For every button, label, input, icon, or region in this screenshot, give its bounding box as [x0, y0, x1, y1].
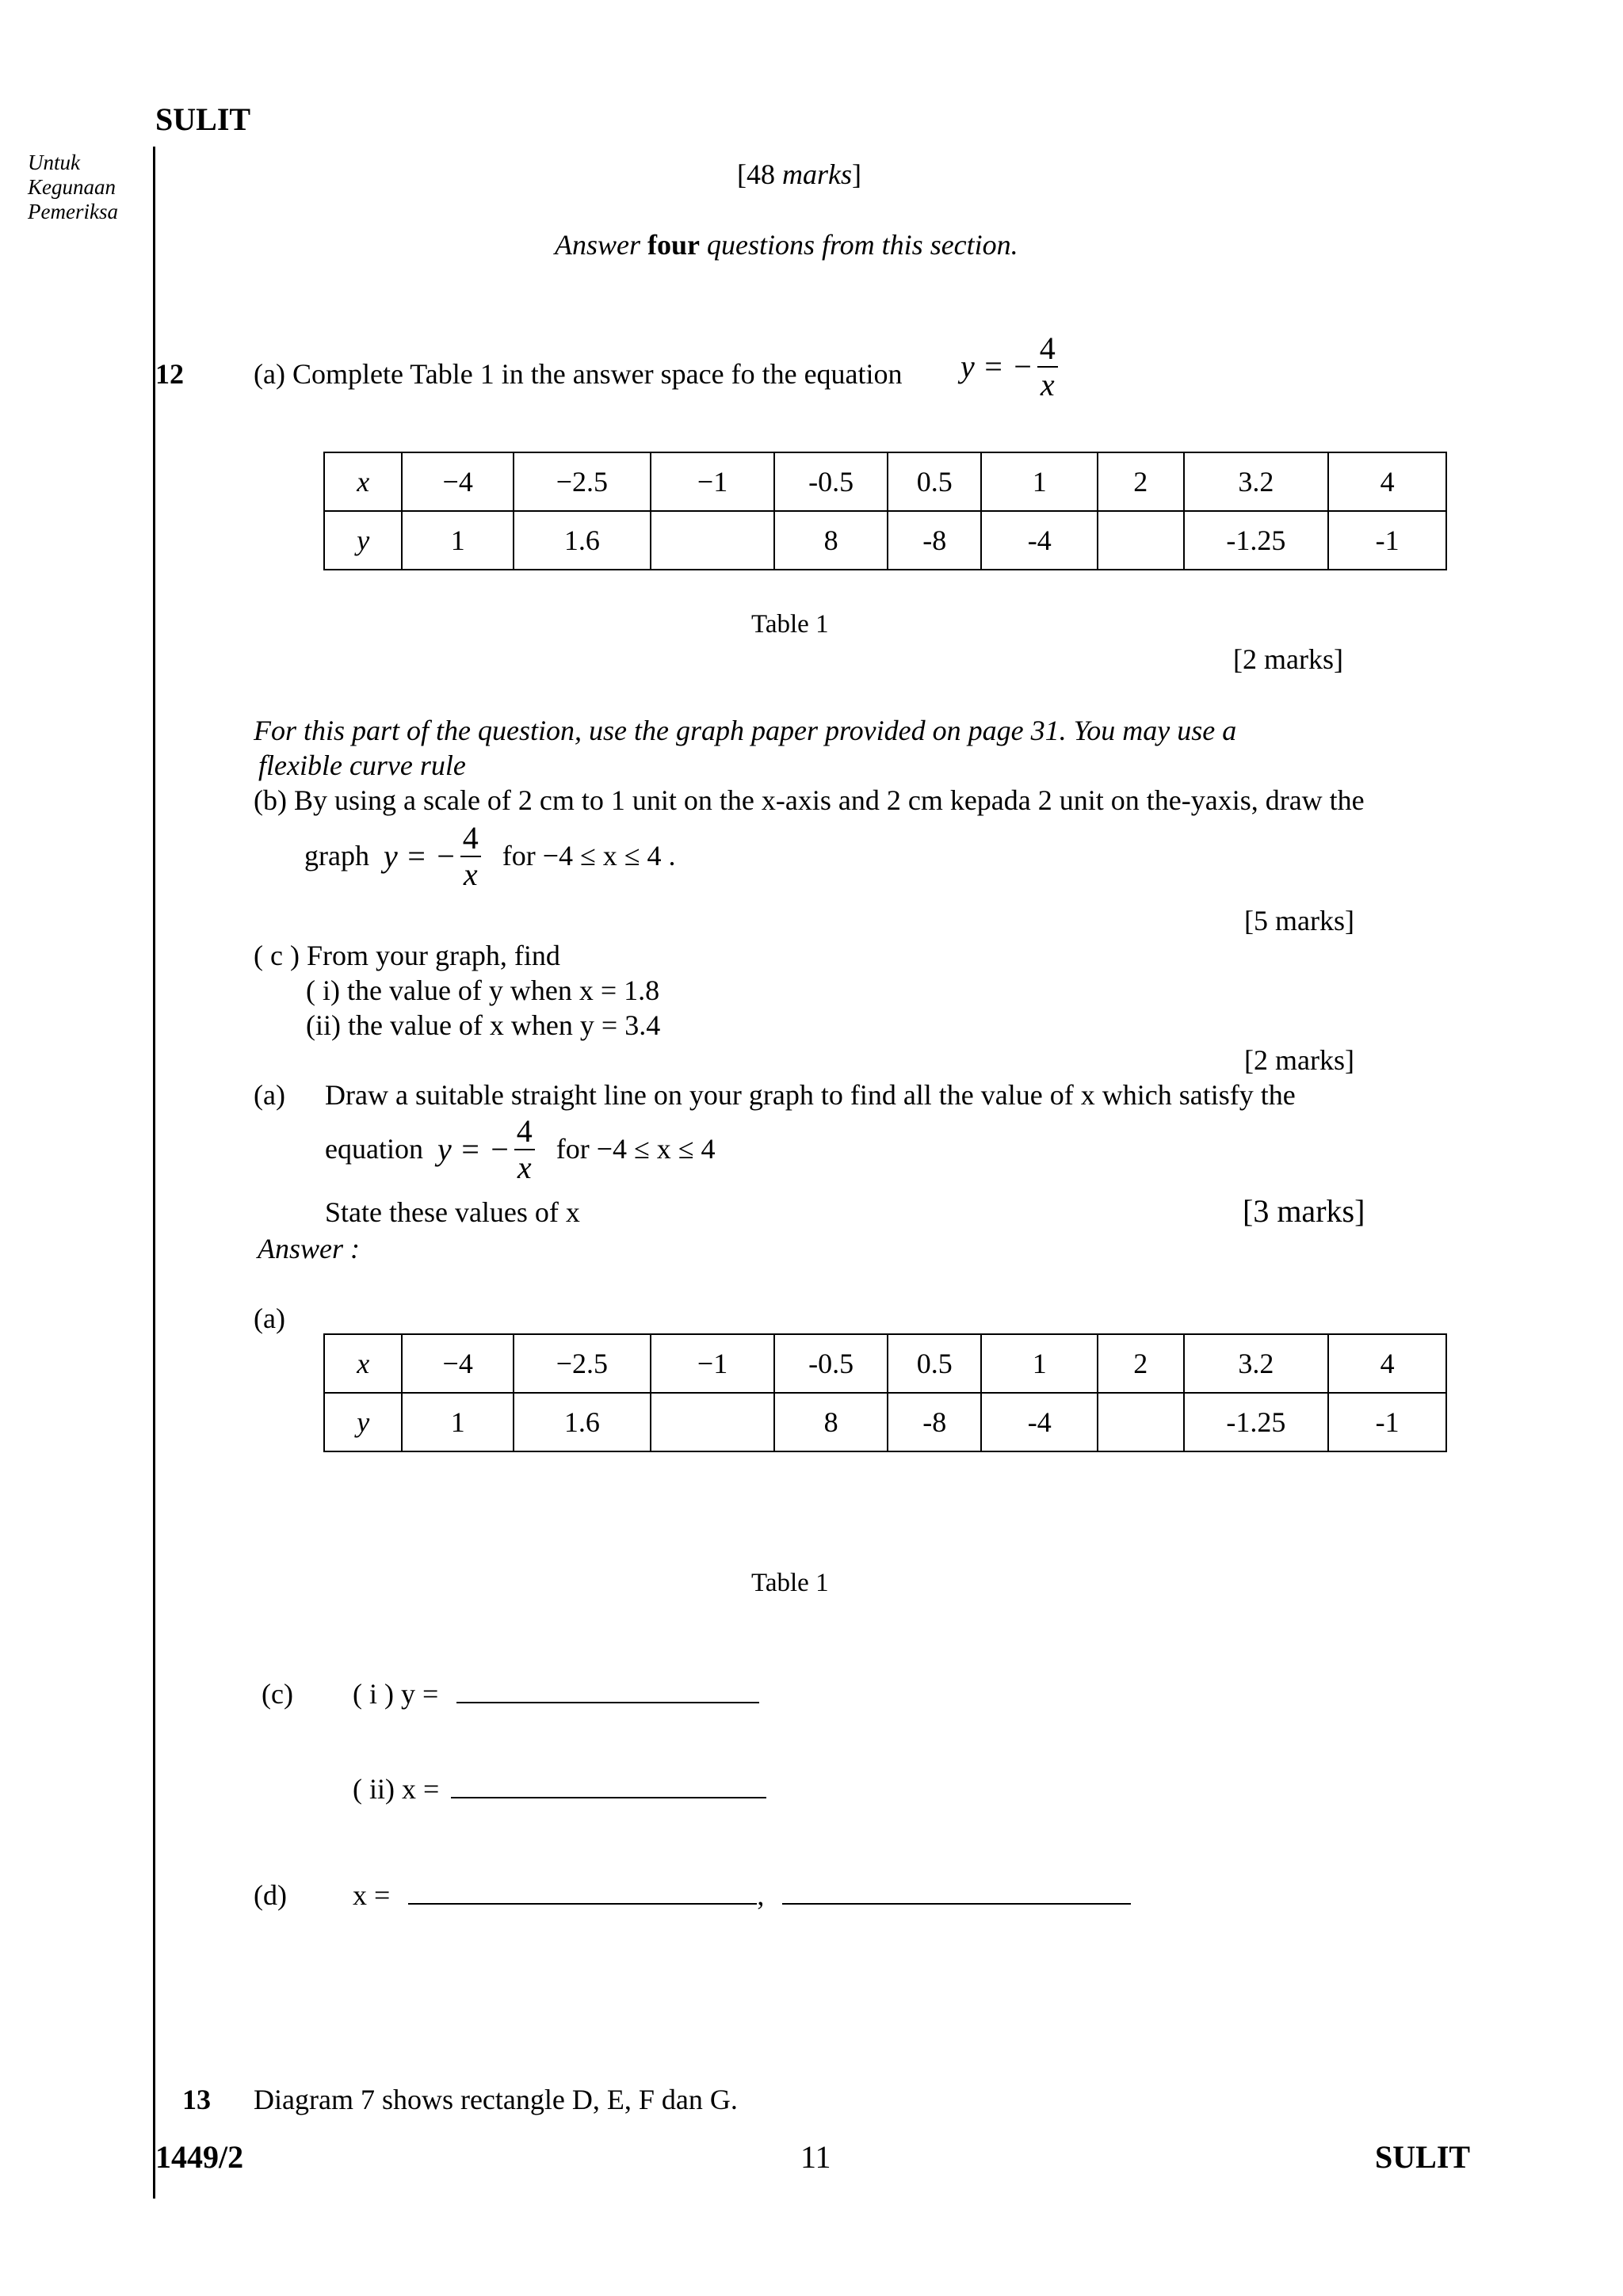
- table-cell: 1: [402, 511, 514, 570]
- table-cell: 1: [402, 1393, 514, 1451]
- answer-d-blank-1[interactable]: [408, 1879, 757, 1905]
- q12d-text: Draw a suitable straight line on your graph to find all the value of x which satisfy the: [325, 1079, 1296, 1111]
- table-cell: -1: [1328, 511, 1446, 570]
- q12d-equation: equation y = − $\frac{4}{x}$ for −4 ≤ x ≤ 4: [325, 1113, 716, 1185]
- table-cell: -0.5: [774, 452, 888, 511]
- q12d-marks: [3 marks]: [1243, 1193, 1365, 1229]
- q12a-marks: [2 marks]: [1233, 643, 1343, 675]
- table-cell: -1: [1328, 1393, 1446, 1451]
- examiner-margin-line: [153, 147, 155, 2199]
- table-row: [324, 1334, 1446, 1393]
- table-1-answer: [323, 1333, 1447, 1452]
- answer-c-ii: ( ii) x =: [353, 1773, 766, 1806]
- table-cell: -1.25: [1184, 511, 1329, 570]
- question-number-13: 13: [182, 2084, 211, 2115]
- margin-note-line: Kegunaan: [28, 175, 116, 199]
- header-sulit: SULIT: [155, 101, 251, 137]
- q12d-label: (a): [254, 1079, 285, 1111]
- q12c-marks: [2 marks]: [1244, 1044, 1354, 1076]
- margin-note-line: Pemeriksa: [28, 200, 118, 223]
- table-cell: x: [324, 1334, 402, 1393]
- table-cell: −4: [402, 452, 514, 511]
- table-cell: 1.6: [514, 511, 651, 570]
- graph-note-line: flexible curve rule: [258, 749, 466, 781]
- table-cell: 2: [1098, 452, 1183, 511]
- answer-c-label: (c): [262, 1678, 293, 1710]
- table-cell: 0.5: [888, 452, 982, 511]
- table-row: [324, 452, 1446, 511]
- q12d-state: State these values of x: [325, 1196, 580, 1228]
- q12b-graph-equation: graph y = − $\frac{4}{x}$ for −4 ≤ x ≤ 4 .: [304, 820, 676, 892]
- table-cell: -0.5: [774, 1334, 888, 1393]
- table-cell: −1: [651, 1334, 775, 1393]
- table-cell[interactable]: [1098, 1393, 1183, 1451]
- table-1-answer-caption: Table 1: [751, 1569, 829, 1597]
- question-number-12: 12: [155, 358, 184, 390]
- margin-note-line: Untuk: [28, 151, 80, 174]
- table-1-caption: Table 1: [751, 610, 829, 639]
- table-cell: 8: [774, 511, 888, 570]
- answer-c-i-blank[interactable]: [456, 1678, 759, 1703]
- table-cell: 1.6: [514, 1393, 651, 1451]
- q12c-i: ( i) the value of y when x = 1.8: [306, 974, 660, 1006]
- answer-a-label: (a): [254, 1302, 285, 1334]
- table-cell: x: [324, 452, 402, 511]
- table-cell: 1: [981, 452, 1098, 511]
- margin-note: [28, 151, 118, 224]
- table-cell: 1: [981, 1334, 1098, 1393]
- answer-d: x = ,: [353, 1879, 1131, 1912]
- answer-c-i: ( i ) y =: [353, 1678, 759, 1711]
- q12c-ii: (ii) the value of x when y = 3.4: [306, 1009, 661, 1041]
- table-row: [324, 1393, 1446, 1451]
- table-cell: y: [324, 511, 402, 570]
- table-cell: 3.2: [1184, 1334, 1329, 1393]
- answer-d-blank-2[interactable]: [782, 1879, 1131, 1905]
- q13-text: Diagram 7 shows rectangle D, E, F dan G.: [254, 2084, 738, 2115]
- footer-code: 1449/2: [155, 2139, 244, 2175]
- table-cell: -8: [888, 511, 982, 570]
- table-cell: 8: [774, 1393, 888, 1451]
- footer-page-number: 11: [800, 2139, 831, 2175]
- answer-d-label: (d): [254, 1879, 287, 1911]
- table-cell: [651, 511, 775, 570]
- table-cell: -4: [981, 1393, 1098, 1451]
- answer-label: Answer :: [258, 1233, 360, 1264]
- q12c-text: ( c ) From your graph, find: [254, 940, 560, 971]
- table-cell: 4: [1328, 1334, 1446, 1393]
- table-cell: −2.5: [514, 1334, 651, 1393]
- table-cell[interactable]: [651, 1393, 775, 1451]
- footer-sulit: SULIT: [1375, 2139, 1471, 2175]
- q12b-marks: [5 marks]: [1244, 905, 1354, 936]
- table-cell: -8: [888, 1393, 982, 1451]
- section-instruction: Answer four questions from this section.: [555, 229, 1018, 261]
- table-1-question: [323, 452, 1447, 570]
- table-cell: y: [324, 1393, 402, 1451]
- q12-equation: y = − $\frac{4}{x}$: [960, 331, 1062, 402]
- table-cell: −4: [402, 1334, 514, 1393]
- q12a-text: (a) Complete Table 1 in the answer space fo the equation: [254, 358, 903, 390]
- table-cell: −1: [651, 452, 775, 511]
- section-marks: [48 marks]: [737, 158, 861, 190]
- table-cell: -1.25: [1184, 1393, 1329, 1451]
- graph-note-line: For this part of the question, use the graph paper provided on page 31. You may use a: [254, 715, 1237, 746]
- answer-c-ii-blank[interactable]: [451, 1773, 766, 1798]
- table-cell: [1098, 511, 1183, 570]
- table-cell: 3.2: [1184, 452, 1329, 511]
- q12b-text: (b) By using a scale of 2 cm to 1 unit on the x-axis and 2 cm kepada 2 unit on the-yaxis, draw the: [254, 784, 1365, 816]
- table-cell: 2: [1098, 1334, 1183, 1393]
- table-cell: -4: [981, 511, 1098, 570]
- table-cell: −2.5: [514, 452, 651, 511]
- table-row: [324, 511, 1446, 570]
- table-cell: 4: [1328, 452, 1446, 511]
- table-cell: 0.5: [888, 1334, 982, 1393]
